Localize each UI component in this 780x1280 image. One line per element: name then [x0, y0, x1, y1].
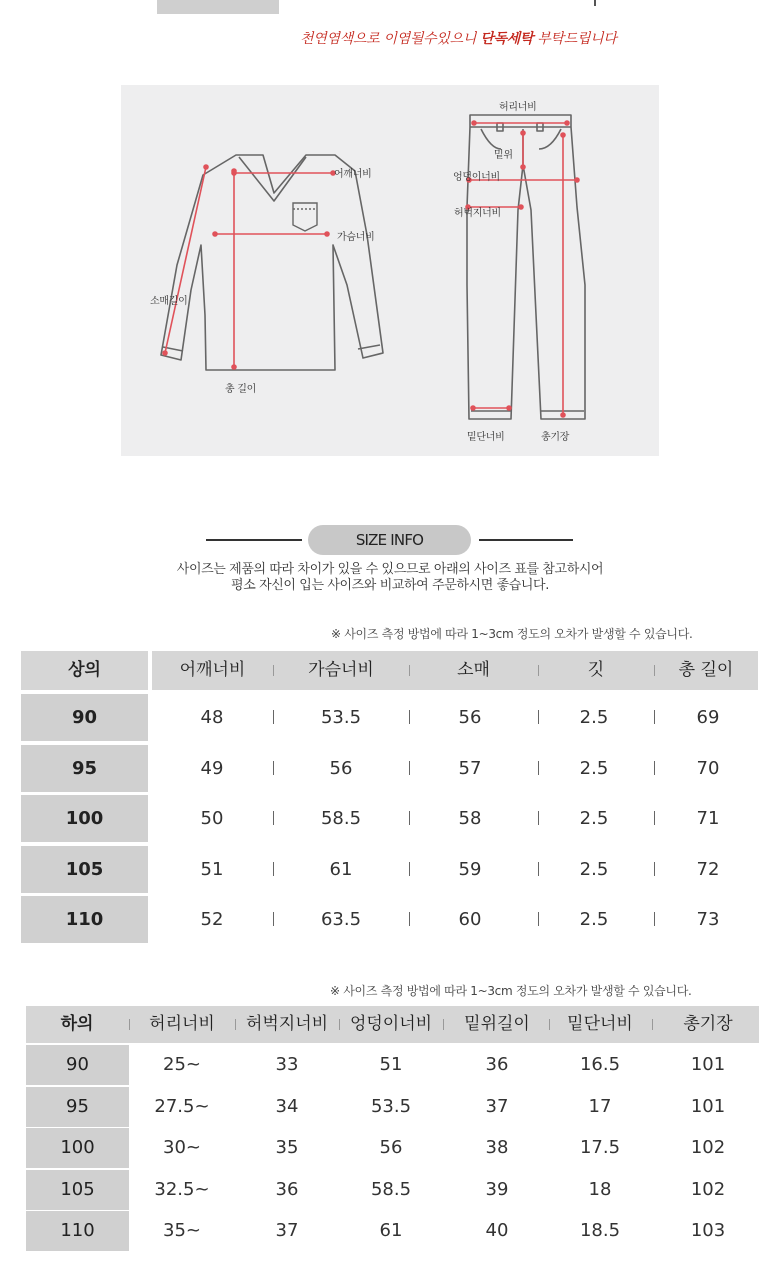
top-header-col: 소매: [457, 660, 490, 680]
top-header-col: 어깨너비: [179, 660, 246, 680]
top-header-divider: [654, 665, 655, 676]
bottom-row-size-label: 95: [26, 1087, 129, 1127]
top-table-cell: 53.5: [320, 707, 362, 728]
bottom-table-cell: 17: [588, 1096, 612, 1117]
bottom-table-cell: 53.5: [370, 1096, 412, 1117]
top-table-cell: 51: [200, 859, 224, 880]
label-thigh: 허벅지너비: [454, 208, 501, 219]
bottom-row-size-label: 90: [26, 1045, 129, 1085]
wash-notice-suffix: 부탁드립니다: [533, 31, 617, 47]
bottom-table-cell: 18.5: [579, 1220, 621, 1241]
top-row-divider: [538, 811, 539, 825]
bottom-table-cell: 102: [690, 1179, 726, 1200]
bottom-header-col: 밑위길이: [464, 1014, 530, 1034]
label-rise: 밑위: [494, 150, 513, 161]
bottom-table-cell: 27.5~: [154, 1096, 210, 1117]
top-row-divider: [409, 912, 410, 926]
bottom-header-col: 밑단너비: [567, 1014, 633, 1034]
bottom-table-cell: 101: [690, 1054, 726, 1075]
top-table-cell: 56: [458, 707, 482, 728]
bottom-table-cell: 35~: [163, 1220, 201, 1241]
top-table-cell: 2.5: [579, 758, 609, 779]
bottom-table-cell: 25~: [163, 1054, 201, 1075]
bottom-table-cell: 51: [379, 1054, 403, 1075]
wash-notice: [300, 28, 670, 48]
top-row-size-label: 100: [21, 795, 148, 842]
label-chest: 가슴너비: [337, 232, 375, 243]
bottom-table-note: ※ 사이즈 측정 방법에 따라 1~3cm 정도의 오차가 발생할 수 있습니다.: [330, 984, 692, 998]
size-info-title: SIZE INFO: [308, 525, 471, 555]
top-table-cell: 48: [200, 707, 224, 728]
top-table-cell: 72: [696, 859, 720, 880]
label-shoulder: 어깨너비: [334, 169, 372, 180]
top-row-divider: [273, 710, 274, 724]
size-info-intro-line2: 평소 자신이 입는 사이즈와 비교하여 주문하시면 좋습니다.: [231, 578, 549, 593]
top-row-size-label: 105: [21, 846, 148, 893]
bottom-table-cell: 36: [485, 1054, 509, 1075]
garment-illustration: [121, 85, 659, 456]
bottom-table-cell: 37: [485, 1096, 509, 1117]
top-row-divider: [538, 912, 539, 926]
top-row-divider: [409, 862, 410, 876]
label-waist: 허리너비: [499, 102, 537, 113]
bottom-table-cell: 56: [379, 1137, 403, 1158]
top-table-note: ※ 사이즈 측정 방법에 따라 1~3cm 정도의 오차가 발생할 수 있습니다.: [331, 627, 693, 641]
bottom-header-col: 허리너비: [149, 1014, 215, 1034]
top-table-cell: 60: [458, 909, 482, 930]
top-table-cell: 56: [329, 758, 353, 779]
top-table-cell: 61: [329, 859, 353, 880]
top-table-cell: 57: [458, 758, 482, 779]
top-header-divider: [538, 665, 539, 676]
bottom-table-cell: 34: [275, 1096, 299, 1117]
top-row-divider: [273, 811, 274, 825]
bottom-header-divider: [235, 1019, 236, 1030]
label-hem: 밑단너비: [467, 432, 505, 443]
top-table-cell: 63.5: [320, 909, 362, 930]
top-row-divider: [538, 761, 539, 775]
top-table-cell: 73: [696, 909, 720, 930]
top-table-cell: 52: [200, 909, 224, 930]
bottom-table-cell: 16.5: [579, 1054, 621, 1075]
bottom-table-cell: 33: [275, 1054, 299, 1075]
top-row-divider: [654, 862, 655, 876]
top-table-cell: 69: [696, 707, 720, 728]
top-header-col: 총 길이: [678, 660, 734, 680]
bottom-table-cell: 37: [275, 1220, 299, 1241]
top-table-cell: 58: [458, 808, 482, 829]
bottom-table-cell: 30~: [163, 1137, 201, 1158]
bottom-row-size-label: 110: [26, 1211, 129, 1251]
top-row-divider: [409, 761, 410, 775]
top-header-col: 가슴너비: [308, 660, 374, 680]
label-top-length: 총 길이: [225, 384, 256, 395]
bottom-header-col: 총기장: [683, 1014, 733, 1034]
bottom-table-cell: 101: [690, 1096, 726, 1117]
top-row-divider: [273, 912, 274, 926]
bottom-header-col: 허벅지너비: [245, 1014, 329, 1034]
top-table-cell: 50: [200, 808, 224, 829]
bottom-table-cell: 40: [485, 1220, 509, 1241]
bottom-header-divider: [339, 1019, 340, 1030]
top-row-divider: [538, 710, 539, 724]
bottom-table-cell: 61: [379, 1220, 403, 1241]
bottom-table-cell: 39: [485, 1179, 509, 1200]
size-info-intro-line1: 사이즈는 제품의 따라 차이가 있을 수 있으므로 아래의 사이즈 표를 참고하시어: [176, 562, 604, 577]
top-row-divider: [654, 811, 655, 825]
top-table-cell: 2.5: [579, 859, 609, 880]
label-pants-length: 총기장: [541, 432, 570, 443]
top-table-cell: 70: [696, 758, 720, 779]
bottom-header-divider: [549, 1019, 550, 1030]
wash-notice-bold: 단독세탁: [480, 31, 534, 47]
top-header-size: 상의: [21, 651, 148, 690]
measurement-diagram: [121, 85, 659, 456]
top-table-cell: 2.5: [579, 909, 609, 930]
bottom-table-cell: 102: [690, 1137, 726, 1158]
bottom-table-cell: 32.5~: [154, 1179, 210, 1200]
top-table-cell: 58.5: [320, 808, 362, 829]
bottom-table-cell: 58.5: [370, 1179, 412, 1200]
top-table-cell: 71: [696, 808, 720, 829]
bottom-table-cell: 17.5: [579, 1137, 621, 1158]
top-header-col: 깃: [587, 660, 605, 680]
bottom-row-size-label: 100: [26, 1128, 129, 1168]
top-tab-fragment: [157, 0, 279, 14]
bottom-table-cell: 36: [275, 1179, 299, 1200]
top-mark-fragment: [594, 0, 596, 6]
bottom-table-cell: 18: [588, 1179, 612, 1200]
bottom-table-cell: 103: [690, 1220, 726, 1241]
top-row-size-label: 110: [21, 896, 148, 943]
top-row-divider: [409, 710, 410, 724]
top-row-size-label: 90: [21, 694, 148, 741]
top-header-divider: [409, 665, 410, 676]
top-row-divider: [654, 912, 655, 926]
top-row-divider: [273, 761, 274, 775]
top-row-divider: [409, 811, 410, 825]
top-table-cell: 2.5: [579, 808, 609, 829]
bottom-header-col: 엉덩이너비: [349, 1014, 433, 1034]
top-table-cell: 59: [458, 859, 482, 880]
top-row-divider: [538, 862, 539, 876]
bottom-row-size-label: 105: [26, 1170, 129, 1210]
bottom-table-cell: 38: [485, 1137, 509, 1158]
top-row-size-label: 95: [21, 745, 148, 792]
top-row-divider: [654, 761, 655, 775]
top-table-cell: 49: [200, 758, 224, 779]
bottom-header-divider: [443, 1019, 444, 1030]
top-row-divider: [273, 862, 274, 876]
bottom-header-col: 하의: [60, 1014, 94, 1034]
top-row-divider: [654, 710, 655, 724]
top-header-divider: [273, 665, 274, 676]
title-rule-right: [479, 539, 573, 541]
bottom-header-divider: [652, 1019, 653, 1030]
label-sleeve: 소매길이: [150, 296, 188, 307]
wash-notice-prefix: 천연염색으로 이염될수있으니: [300, 31, 481, 47]
label-hip: 엉덩이너비: [453, 172, 500, 183]
bottom-header-divider: [129, 1019, 130, 1030]
title-rule-left: [206, 539, 302, 541]
bottom-table-cell: 35: [275, 1137, 299, 1158]
top-table-cell: 2.5: [579, 707, 609, 728]
